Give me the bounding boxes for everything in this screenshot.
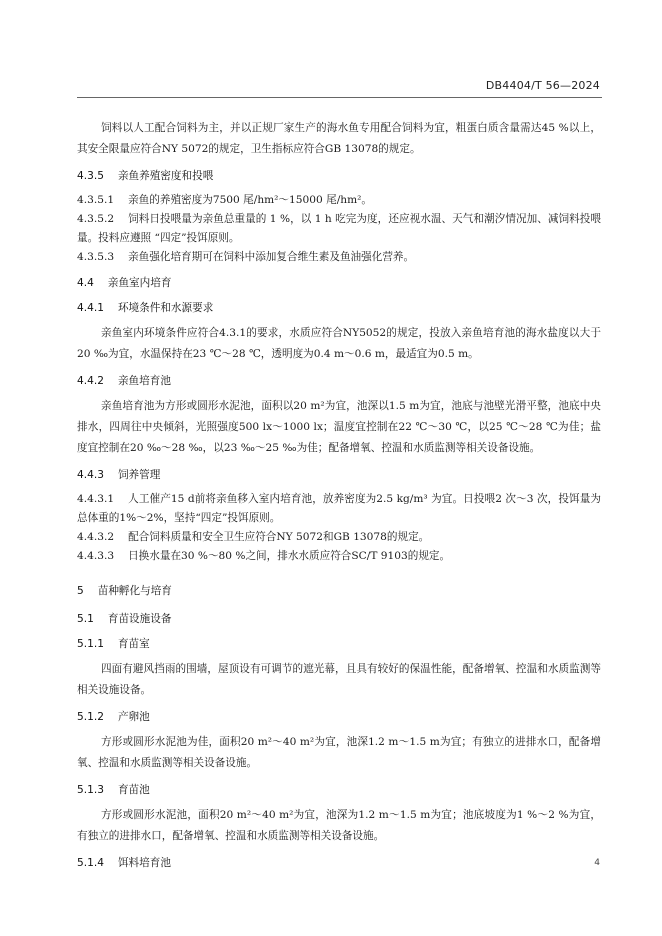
header-rule <box>77 97 602 98</box>
clause-title: 亲鱼培育池 <box>117 375 171 387</box>
heading-4-4-3 <box>77 466 601 484</box>
clause-title: 育苗室 <box>117 638 150 650</box>
clause-text: 亲鱼的养殖密度为7500 尾/hm²～15000 尾/hm²。 <box>128 194 372 206</box>
heading-5-1-1 <box>77 635 601 653</box>
clause-text: 亲鱼强化培育期可在饲料中添加复合维生素及鱼油强化营养。 <box>128 251 415 263</box>
clause-number: 5.1.3 <box>77 784 104 796</box>
clause-title: 亲鱼室内培育 <box>107 277 172 289</box>
clause-title: 饵料培育池 <box>117 857 171 869</box>
clause-number: 5.1.1 <box>77 638 104 650</box>
paragraph-4-4-1: 亲鱼室内环境条件应符合4.3.1的要求，水质应符合NY5052的规定，投放入亲鱼培育池的海水盐度以大于20 ‰为宜，水温保持在23 ℃～28 ℃，透明度为0.4 m～0.6 m，最适宜为0.5 m。 <box>77 327 601 360</box>
document-code: DB4404/T 56—2024 <box>485 79 600 92</box>
clause-4-4-3-3 <box>77 547 601 566</box>
clause-text: 日换水量在30 %～80 %之间，排水水质应符合SC/T 9103的规定。 <box>128 550 451 562</box>
heading-5 <box>77 582 601 600</box>
page-number: 4 <box>594 858 600 868</box>
paragraph-5-1-3: 方形或圆形水泥池，面积20 m²～40 m²为宜，池深为1.2 m～1.5 m为宜；池底坡度为1 %～2 %为宜，有独立的进排水口，配备增氧、控温和水质监测等相关设备设施。 <box>77 809 601 842</box>
clause-title: 育苗设施设备 <box>107 613 172 625</box>
clause-number: 4.4.1 <box>77 302 104 314</box>
page-content <box>77 118 601 878</box>
heading-5-1-4 <box>77 854 601 872</box>
clause-4-3-5-2 <box>77 210 601 248</box>
clause-number: 4.4.3.1 <box>77 493 115 505</box>
heading-4-4 <box>77 274 601 292</box>
heading-4-3-5 <box>77 167 601 185</box>
heading-4-4-1 <box>77 299 601 317</box>
clause-number: 5 <box>77 585 84 597</box>
clause-title: 环境条件和水源要求 <box>117 302 214 314</box>
clause-number: 4.4.3.2 <box>77 531 115 543</box>
clause-number: 5.1.4 <box>77 857 104 869</box>
clause-4-4-3-1 <box>77 490 601 528</box>
clause-title: 饲养管理 <box>117 469 161 481</box>
clause-text: 配合饲料质量和安全卫生应符合NY 5072和GB 13078的规定。 <box>128 531 430 543</box>
clause-number: 4.4.3.3 <box>77 550 115 562</box>
clause-title: 育苗池 <box>117 784 150 796</box>
clause-number: 4.3.5.1 <box>77 194 115 206</box>
clause-number: 5.1 <box>77 613 94 625</box>
clause-number: 5.1.2 <box>77 711 104 723</box>
clause-title: 产卵池 <box>117 711 150 723</box>
clause-title: 苗种孵化与培育 <box>97 585 172 597</box>
heading-4-4-2 <box>77 372 601 390</box>
clause-text: 饲料日投喂量为亲鱼总重量的 1 %，以 1 h 吃完为度，还应视水温、天气和潮汐情况加、减饲料投喂量。投料应遵照 “四定”投饵原则。 <box>77 213 601 244</box>
clause-number: 4.4.2 <box>77 375 104 387</box>
clause-4-4-3-2 <box>77 528 601 547</box>
clause-number: 4.3.5.2 <box>77 213 115 225</box>
paragraph-5-1-2: 方形或圆形水泥池为佳，面积20 m²～40 m²为宜，池深1.2 m～1.5 m为宜；有独立的进排水口，配备增氧、控温和水质监测等相关设备设施。 <box>77 736 601 769</box>
clause-number: 4.3.5.3 <box>77 251 115 263</box>
clause-text: 人工催产15 d前将亲鱼移入室内培育池，放养密度为2.5 kg/m³ 为宜。日投喂2 次～3 次，投饵量为总体重的1%～2%，坚持“四定”投饵原则。 <box>77 493 601 524</box>
clause-number: 4.4 <box>77 277 94 289</box>
heading-5-1-2 <box>77 708 601 726</box>
clause-title: 亲鱼养殖密度和投喂 <box>117 170 214 182</box>
clause-number: 4.4.3 <box>77 469 104 481</box>
clause-number: 4.3.5 <box>77 170 104 182</box>
heading-5-1-3 <box>77 781 601 799</box>
clause-4-3-5-3 <box>77 248 601 267</box>
heading-5-1 <box>77 610 601 628</box>
paragraph-5-1-1: 四面有避风挡雨的围墙，屋顶设有可调节的遮光幕，且具有较好的保温性能，配备增氧、控温和水质监测等相关设施设备。 <box>77 663 601 696</box>
paragraph-4-4-2: 亲鱼培育池为方形或圆形水泥池，面积以20 m²为宜，池深以1.5 m为宜，池底与池壁光滑平整，池底中央排水，四周往中央倾斜，光照强度500 lx～1000 lx；温度宜控制在22 ℃～30 ℃，以25 ℃～28 ℃为佳；盐度宜控制在20 ‰～28 ‰，以23 ‰～25 ‰为佳；配备增氧、控温和水质监测等相关设备设施。 <box>77 400 601 454</box>
paragraph-feed-intro: 饲料以人工配合饲料为主，并以正规厂家生产的海水鱼专用配合饲料为宜，粗蛋白质含量需达45 %以上，其安全限量应符合NY 5072的规定，卫生指标应符合GB 13078的规定。 <box>77 122 601 155</box>
clause-4-3-5-1 <box>77 191 601 210</box>
